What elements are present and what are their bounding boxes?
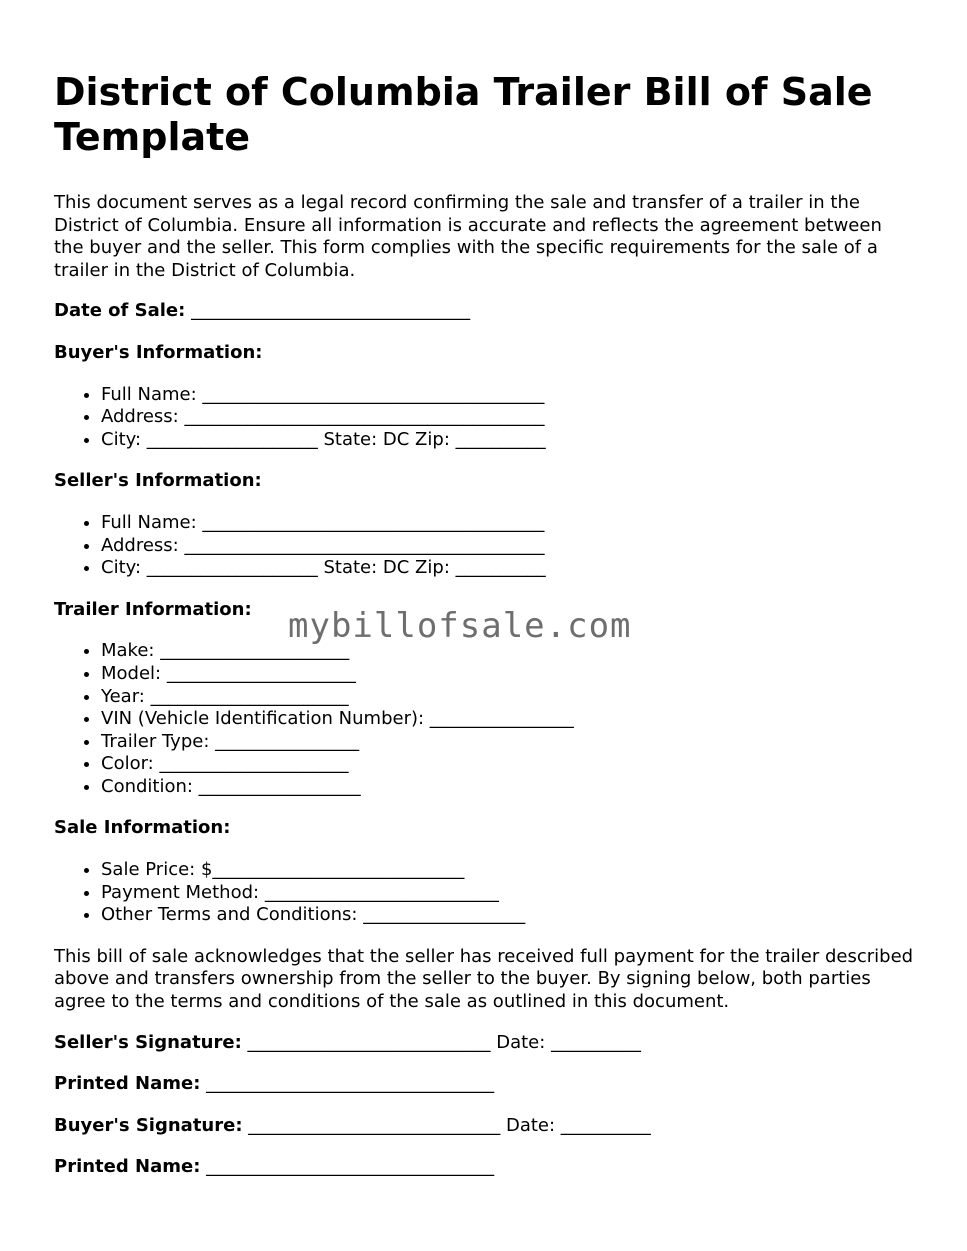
seller-printed-name-row xyxy=(54,1073,914,1096)
seller-signature-label: Seller's Signature: xyxy=(54,1031,242,1053)
buyer-address-field[interactable]: • Address: ________________________________________ xyxy=(101,406,914,429)
seller-city-state-zip-field[interactable]: • City: ___________________ State: DC Zip: __________ xyxy=(101,557,914,580)
date-of-sale-blank[interactable]: _______________________________ xyxy=(191,300,471,322)
trailer-condition-field[interactable]: • Condition: __________________ xyxy=(101,776,914,799)
trailer-make-field[interactable]: • Make: _____________________ xyxy=(101,640,914,663)
trailer-model-field[interactable]: • Model: _____________________ xyxy=(101,663,914,686)
buyer-full-name-field[interactable]: • Full Name: ______________________________________ xyxy=(101,384,914,407)
watermark-text: mybillofsale.com xyxy=(288,606,632,646)
buyer-city-state-zip-field[interactable]: • City: ___________________ State: DC Zip: __________ xyxy=(101,429,914,452)
date-of-sale-label: Date of Sale: xyxy=(54,300,186,322)
seller-signature-blank[interactable]: ___________________________ Date: __________ xyxy=(241,1031,642,1053)
seller-printed-name-label: Printed Name: xyxy=(54,1073,201,1095)
sale-heading: Sale Information: xyxy=(54,817,231,839)
seller-heading: Seller's Information: xyxy=(54,470,262,492)
buyer-printed-name-label: Printed Name: xyxy=(54,1156,201,1178)
trailer-year-field[interactable]: • Year: ______________________ xyxy=(101,686,914,709)
buyer-signature-row xyxy=(54,1115,914,1138)
buyer-signature-label: Buyer's Signature: xyxy=(54,1114,243,1136)
seller-list xyxy=(54,512,914,580)
trailer-color-field[interactable]: • Color: _____________________ xyxy=(101,753,914,776)
sale-price-field[interactable]: • Sale Price: $____________________________ xyxy=(101,859,914,882)
buyer-printed-name-row xyxy=(54,1156,914,1179)
trailer-list xyxy=(54,640,914,798)
seller-address-field[interactable]: • Address: ________________________________________ xyxy=(101,535,914,558)
intro-paragraph: This document serves as a legal record confirming the sale and transfer of a trailer in the District of Columbia. Ensure all information is accurate and reflects the agreement between the buyer and the seller. This form complies with the specific requirements for the sale of a trailer in the District of Columbia. xyxy=(54,192,882,281)
document-title: District of Columbia Trailer Bill of Sale Template xyxy=(54,70,873,159)
payment-method-field[interactable]: • Payment Method: __________________________ xyxy=(101,882,914,905)
trailer-vin-field[interactable]: • VIN (Vehicle Identification Number): ________________ xyxy=(101,708,914,731)
date-of-sale-field xyxy=(54,300,914,323)
buyer-heading: Buyer's Information: xyxy=(54,341,263,363)
buyer-signature-blank[interactable]: ____________________________ Date: __________ xyxy=(242,1114,651,1136)
buyer-printed-name-blank[interactable]: ________________________________ xyxy=(200,1156,495,1178)
sale-list xyxy=(54,859,914,927)
seller-full-name-field[interactable]: • Full Name: ______________________________________ xyxy=(101,512,914,535)
acknowledgment-paragraph: This bill of sale acknowledges that the seller has received full payment for the trailer described above and transfers ownership from the seller to the buyer. By signing below, both parties agree to the terms and conditions of the sale as outlined in this document. xyxy=(54,945,914,1013)
trailer-heading: Trailer Information: xyxy=(54,598,252,620)
buyer-list xyxy=(54,384,914,452)
trailer-type-field[interactable]: • Trailer Type: ________________ xyxy=(101,731,914,754)
other-terms-field[interactable]: • Other Terms and Conditions: __________________ xyxy=(101,904,914,927)
seller-signature-row xyxy=(54,1032,914,1055)
seller-printed-name-blank[interactable]: ________________________________ xyxy=(200,1073,495,1095)
